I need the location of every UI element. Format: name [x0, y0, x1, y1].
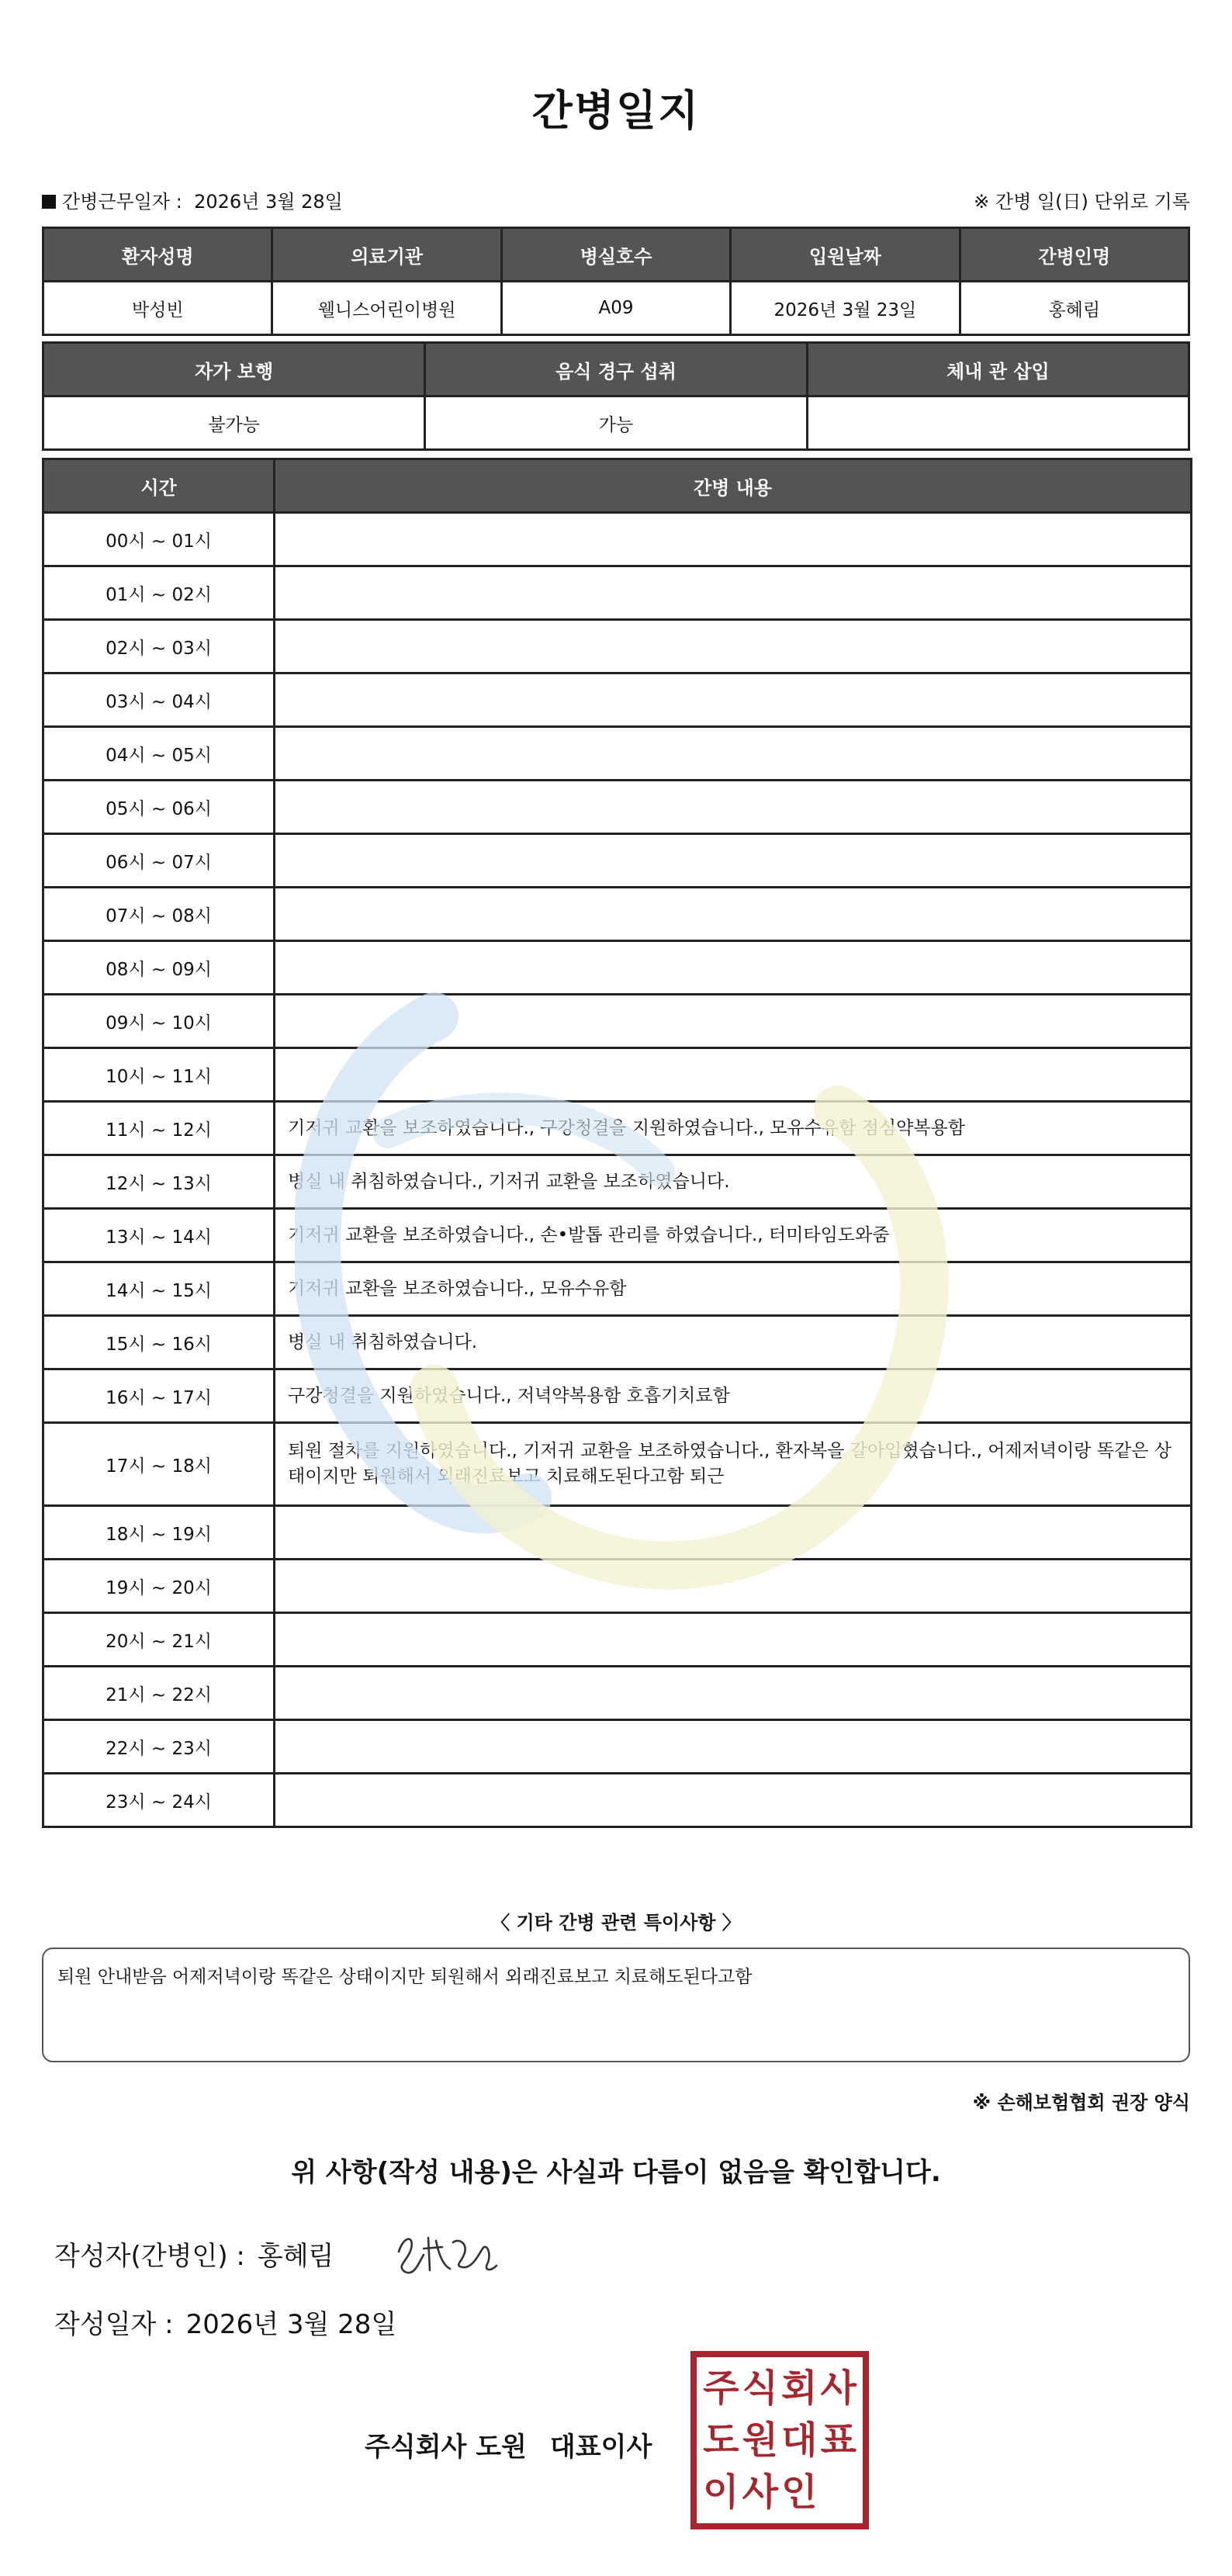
header-time: 시간	[43, 459, 275, 513]
square-bullet-icon	[42, 195, 56, 209]
care-log-time: 16시 ~ 17시	[43, 1369, 275, 1423]
patient-status-table	[42, 341, 1190, 451]
care-log-content	[275, 888, 1192, 941]
seal-character: 회	[781, 2366, 818, 2410]
seal-character: 식	[742, 2366, 778, 2410]
patient-status-header-row	[43, 343, 1189, 396]
care-log-row	[43, 834, 1192, 888]
care-log-content: 기저귀 교환을 보조하였습니다., 모유수유함	[275, 1262, 1192, 1316]
notes-heading: 〈 기타 간병 관련 특이사항 〉	[491, 1912, 741, 1934]
care-log-content	[275, 941, 1192, 995]
care-log-time: 17시 ~ 18시	[43, 1423, 275, 1506]
care-log-table	[42, 458, 1192, 1828]
writer-row	[54, 2235, 334, 2273]
care-log-content	[275, 1774, 1192, 1827]
header-tube-insertion: 체내 관 삽입	[807, 343, 1189, 396]
care-log-content: 퇴원 절차를 지원하였습니다., 기저귀 교환을 보조하였습니다., 환자복을 갈아입혔습니다., 어제저녁이랑 똑같은 상태이지만 퇴원해서 외래진료보고 치료해도된다고함 퇴근	[275, 1423, 1192, 1506]
care-log-time: 13시 ~ 14시	[43, 1209, 275, 1262]
care-log-time: 11시 ~ 12시	[43, 1102, 275, 1155]
admission-date: 2026년 3월 23일	[731, 282, 960, 335]
seal-character: 표	[820, 2418, 857, 2462]
care-log-time: 10시 ~ 11시	[43, 1048, 275, 1102]
header-oral-intake: 음식 경구 섭취	[425, 343, 807, 396]
care-log-row	[43, 1506, 1192, 1560]
care-log-content	[275, 1613, 1192, 1667]
company-signature-line	[365, 2425, 652, 2463]
care-log-rows	[43, 513, 1192, 1827]
meta-row	[42, 186, 1190, 217]
care-log-row	[43, 995, 1192, 1048]
care-log-row	[43, 1209, 1192, 1262]
care-log-time: 14시 ~ 15시	[43, 1262, 275, 1316]
care-log-content	[275, 1667, 1192, 1720]
care-log-time: 02시 ~ 03시	[43, 620, 275, 673]
care-log-time: 21시 ~ 22시	[43, 1667, 275, 1720]
care-log-row	[43, 1048, 1192, 1102]
care-log-time: 20시 ~ 21시	[43, 1613, 275, 1667]
care-log-time: 06시 ~ 07시	[43, 834, 275, 888]
confirmation-statement: 위 사항(작성 내용)은 사실과 다름이 없음을 확인합니다.	[291, 2157, 941, 2188]
care-log-time: 19시 ~ 20시	[43, 1560, 275, 1613]
care-log-row	[43, 673, 1192, 727]
care-log-row	[43, 1720, 1192, 1774]
care-log-row	[43, 1155, 1192, 1209]
header-patient-name: 환자성명	[43, 228, 272, 282]
patient-info-table	[42, 227, 1190, 336]
care-log-content	[275, 566, 1192, 620]
care-log-row	[43, 888, 1192, 941]
work-date-field	[42, 186, 343, 213]
oral-intake: 가능	[425, 396, 807, 450]
seal-characters	[701, 2362, 858, 2519]
document-title: 간병일지	[531, 86, 701, 135]
header-room-number: 병실호수	[501, 228, 730, 282]
seal-character: 대	[781, 2418, 818, 2462]
care-log-time: 03시 ~ 04시	[43, 673, 275, 727]
work-date-label: 간병근무일자 :	[62, 191, 182, 213]
special-notes-box: 퇴원 안내받음 어제저녁이랑 똑같은 상태이지만 퇴원해서 외래진료보고 치료해도된다고함	[42, 1948, 1190, 2062]
care-log-time: 05시 ~ 06시	[43, 781, 275, 834]
patient-status-value-row	[43, 396, 1189, 450]
care-log-content: 병실 내 취침하였습니다., 기저귀 교환을 보조하였습니다.	[275, 1155, 1192, 1209]
care-log-row	[43, 781, 1192, 834]
care-log-row	[43, 513, 1192, 566]
care-log-content	[275, 673, 1192, 727]
care-log-content: 기저귀 교환을 보조하였습니다., 구강청결을 지원하였습니다., 모유수유함 점심약복용함	[275, 1102, 1192, 1155]
care-log-time: 07시 ~ 08시	[43, 888, 275, 941]
header-care-content: 간병 내용	[275, 459, 1192, 513]
handwritten-signature	[388, 2221, 504, 2286]
care-log-content	[275, 1506, 1192, 1560]
care-log-content	[275, 620, 1192, 673]
care-log-time: 01시 ~ 02시	[43, 566, 275, 620]
care-log-header-row	[43, 459, 1192, 513]
care-log-time: 15시 ~ 16시	[43, 1316, 275, 1369]
care-log-time: 04시 ~ 05시	[43, 727, 275, 781]
written-date-row	[54, 2303, 396, 2341]
care-log-row	[43, 727, 1192, 781]
representative-title: 대표이사	[549, 2432, 652, 2463]
seal-character: 사	[742, 2470, 778, 2515]
written-date-value: 2026년 3월 28일	[185, 2309, 397, 2340]
care-log-time: 08시 ~ 09시	[43, 941, 275, 995]
care-log-row	[43, 1262, 1192, 1316]
header-self-walking: 자가 보행	[43, 343, 425, 396]
institution: 웰니스어린이병원	[272, 282, 501, 335]
writer-label: 작성자(간병인) :	[54, 2241, 245, 2272]
care-log-row	[43, 1560, 1192, 1613]
written-date-label: 작성일자 :	[54, 2309, 174, 2340]
care-log-content	[275, 781, 1192, 834]
header-institution: 의료기관	[272, 228, 501, 282]
care-log-content	[275, 1560, 1192, 1613]
patient-info-value-row	[43, 282, 1189, 335]
writer-name: 홍혜림	[257, 2241, 334, 2272]
care-log-row	[43, 1667, 1192, 1720]
care-log-row	[43, 1369, 1192, 1423]
care-log-content: 기저귀 교환을 보조하였습니다., 손•발톱 관리를 하였습니다., 터미타임도와줌	[275, 1209, 1192, 1262]
care-log-row	[43, 620, 1192, 673]
tube-insertion	[807, 396, 1189, 450]
header-caregiver-name: 간병인명	[960, 228, 1189, 282]
care-log-row	[43, 941, 1192, 995]
care-log-content: 구강청결을 지원하였습니다., 저녁약복용함 호흡기치료함	[275, 1369, 1192, 1423]
work-date-value: 2026년 3월 28일	[194, 191, 343, 213]
patient-name: 박성빈	[43, 282, 272, 335]
seal-character: 원	[742, 2418, 778, 2462]
patient-info-header-row	[43, 228, 1189, 282]
care-log-row	[43, 1316, 1192, 1369]
care-log-content	[275, 513, 1192, 566]
unit-note: ※ 간병 일(日) 단위로 기록	[974, 191, 1190, 213]
seal-character: 인	[781, 2470, 818, 2515]
care-log-content	[275, 995, 1192, 1048]
care-log-time: 09시 ~ 10시	[43, 995, 275, 1048]
care-log-content	[275, 1720, 1192, 1774]
care-log-row	[43, 1774, 1192, 1827]
care-log-time: 18시 ~ 19시	[43, 1506, 275, 1560]
care-log-row	[43, 1102, 1192, 1155]
company-name: 주식회사 도원	[365, 2432, 527, 2463]
seal-character: 도	[703, 2418, 739, 2462]
care-log-time: 12시 ~ 13시	[43, 1155, 275, 1209]
care-log-row	[43, 1423, 1192, 1506]
header-admission-date: 입원날짜	[731, 228, 960, 282]
care-log-time: 22시 ~ 23시	[43, 1720, 275, 1774]
care-log-row	[43, 1613, 1192, 1667]
care-log-content	[275, 834, 1192, 888]
room-number: A09	[501, 282, 730, 335]
seal-character: 이	[703, 2470, 739, 2515]
care-log-time: 23시 ~ 24시	[43, 1774, 275, 1827]
caregiver-name: 홍혜림	[960, 282, 1189, 335]
company-seal	[690, 2351, 869, 2529]
insurance-form-note: ※ 손해보험협회 권장 양식	[972, 2092, 1190, 2114]
care-log-row	[43, 566, 1192, 620]
seal-character: 사	[820, 2366, 857, 2410]
care-log-content	[275, 727, 1192, 781]
care-log-content: 병실 내 취침하였습니다.	[275, 1316, 1192, 1369]
self-walking: 불가능	[43, 396, 425, 450]
seal-character: 주	[703, 2366, 739, 2410]
care-log-time: 00시 ~ 01시	[43, 513, 275, 566]
care-log-content	[275, 1048, 1192, 1102]
